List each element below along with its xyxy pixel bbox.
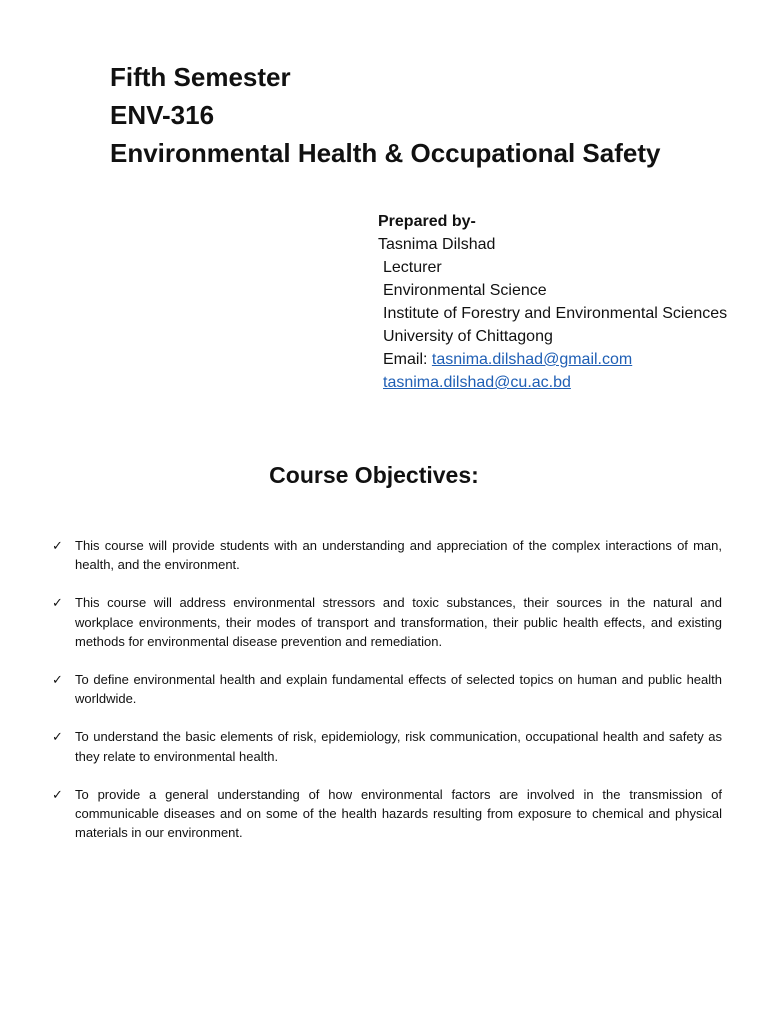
list-item (52, 727, 722, 765)
email-link-primary[interactable]: tasnima.dilshad@gmail.com (431, 351, 633, 368)
objective-text: To understand the basic elements of risk, epidemiology, risk communication, occupational health and safety as they relate to environmental health. (75, 729, 722, 764)
list-item (52, 593, 722, 651)
prepared-by-block (378, 210, 768, 394)
author-university: University of Chittagong (383, 328, 553, 345)
check-mark-icon: ✓ (52, 786, 63, 802)
list-item (52, 536, 722, 574)
check-mark-icon: ✓ (52, 538, 63, 553)
author-name: Tasnima Dilshad (378, 236, 496, 253)
objectives-list (52, 536, 722, 861)
objective-text: This course will address environmental stressors and toxic substances, their sources in the natural and workplace environments, their modes of transport and transformation, their public health effects, and existing methods for environmental disease prevention and remediation. (75, 595, 722, 649)
email-row-secondary (378, 371, 768, 394)
semester-title: Fifth Semester (110, 62, 291, 92)
course-title: Environmental Health & Occupational Safety (110, 138, 661, 168)
check-mark-icon: ✓ (52, 729, 63, 745)
email-row (378, 348, 768, 371)
check-mark-icon: ✓ (52, 595, 63, 611)
list-item (52, 670, 722, 708)
course-title-block (110, 58, 750, 172)
objectives-heading: Course Objectives: (269, 462, 479, 488)
author-institute: Institute of Forestry and Environmental Sciences (383, 305, 728, 322)
course-code: ENV-316 (110, 100, 215, 130)
author-department: Environmental Science (383, 282, 547, 299)
objective-text: To provide a general understanding of how environmental factors are involved in the transmission of communicable diseases and on some of the health hazards resulting from exposure to chemical and physical materials in our environment. (75, 786, 722, 841)
prepared-by-label: Prepared by- (378, 213, 476, 230)
email-label: Email: (383, 351, 428, 368)
check-mark-icon: ✓ (52, 672, 63, 688)
objective-text: This course will provide students with an understanding and appreciation of the complex interactions of man, health, and the environment. (75, 538, 722, 573)
email-link-secondary[interactable]: tasnima.dilshad@cu.ac.bd (383, 374, 571, 391)
list-item (52, 785, 722, 843)
objective-text: To define environmental health and explain fundamental effects of selected topics on human and public health worldwide. (75, 672, 722, 707)
author-position: Lecturer (383, 259, 442, 276)
